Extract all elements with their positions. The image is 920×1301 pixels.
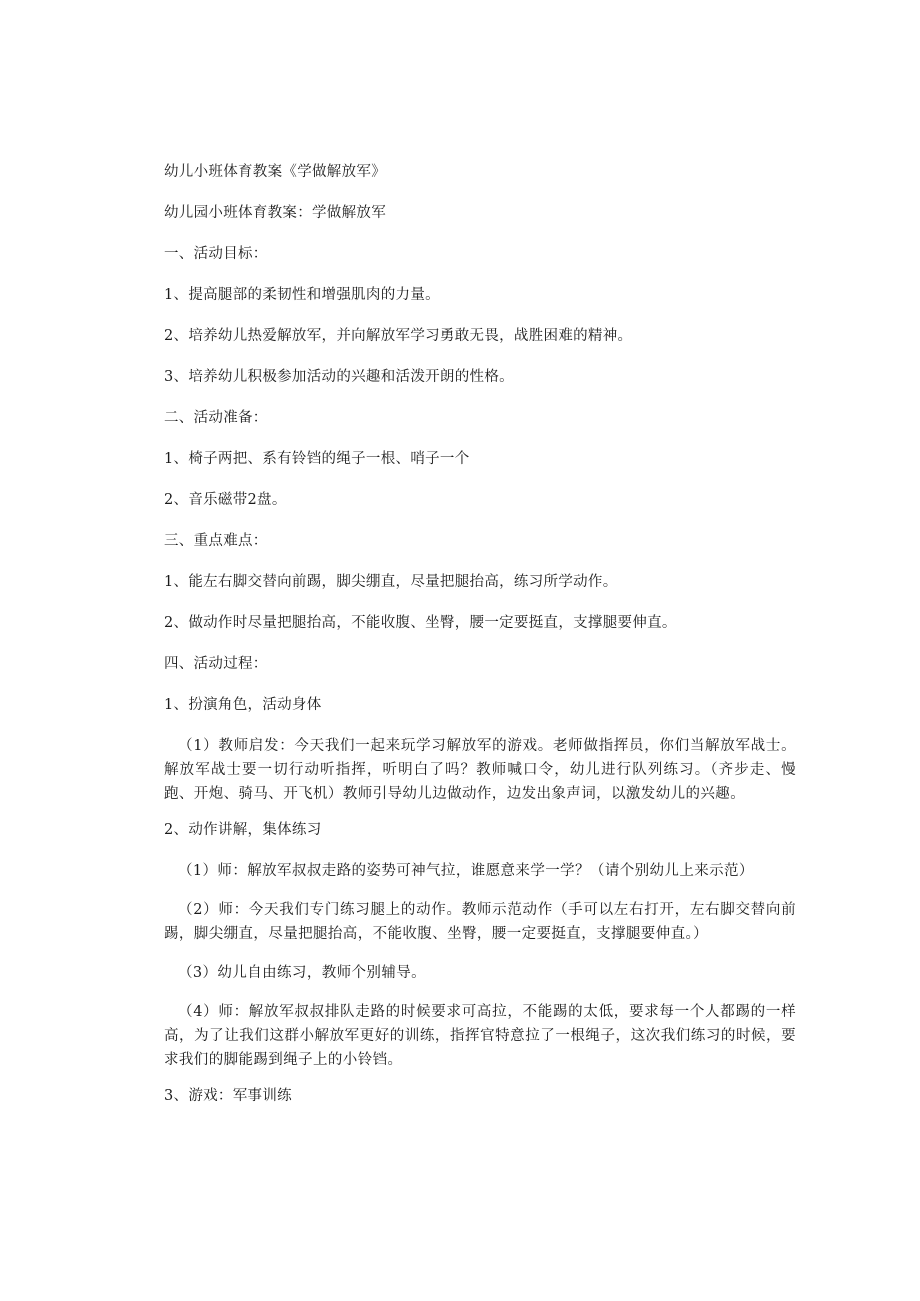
section-heading-key-points: 三、重点难点：: [164, 533, 268, 549]
process-paragraph: （2）师：今天我们专门练习腿上的动作。教师示范动作（手可以左右打开，左右脚交替向前踢，脚尖绷直，尽量把腿抬高，不能收腹、坐臀，腰一定要挺直，支撑腿要伸直。）: [164, 902, 796, 942]
goal-item: 3、培养幼儿积极参加活动的兴趣和活泼开朗的性格。: [164, 369, 514, 385]
goal-item: 1、提高腿部的柔韧性和增强肌肉的力量。: [164, 287, 440, 303]
preparation-item: 1、椅子两把、系有铃铛的绳子一根、哨子一个: [164, 451, 470, 467]
section-heading-process: 四、活动过程：: [164, 656, 268, 672]
section-heading-goals: 一、活动目标：: [164, 246, 268, 262]
process-paragraph: （1）教师启发：今天我们一起来玩学习解放军的游戏。老师做指挥员，你们当解放军战士。解放军战士要一切行动听指挥，听明白了吗？教师喊口令，幼儿进行队列练习。（齐步走、慢跑、开炮、骑马、开飞机）教师引导幼儿边做动作，边发出象声词，以激发幼儿的兴趣。: [164, 738, 796, 802]
section-heading-preparation: 二、活动准备：: [164, 410, 268, 426]
goal-item: 2、培养幼儿热爱解放军，并向解放军学习勇敢无畏，战胜困难的精神。: [164, 328, 633, 344]
process-paragraph: （3）幼儿自由练习，教师个别辅导。: [178, 965, 427, 981]
process-paragraph: （4）师：解放军叔叔排队走路的时候要求可高拉，不能踢的太低，要求每一个人都踢的一样高，为了让我们这群小解放军更好的训练，指挥官特意拉了一根绳子，这次我们练习的时候，要求我们的脚能踢到绳子上的小铃铛。: [164, 1004, 796, 1068]
process-step-title: 3、游戏：军事训练: [164, 1088, 292, 1104]
document-subtitle: 幼儿园小班体育教案：学做解放军: [164, 205, 386, 221]
process-step-title: 1、扮演角色，活动身体: [164, 697, 322, 713]
process-paragraph: （1）师：解放军叔叔走路的姿势可神气拉，谁愿意来学一学？（请个别幼儿上来示范）: [178, 863, 754, 879]
key-point-item: 1、能左右脚交替向前踢，脚尖绷直，尽量把腿抬高，练习所学动作。: [164, 574, 618, 590]
document-title: 幼儿小班体育教案《学做解放军》: [164, 164, 386, 180]
key-point-item: 2、做动作时尽量把腿抬高，不能收腹、坐臀，腰一定要挺直，支撑腿要伸直。: [164, 615, 677, 631]
preparation-item: 2、音乐磁带2盘。: [164, 492, 287, 508]
process-step-title: 2、动作讲解，集体练习: [164, 822, 322, 838]
